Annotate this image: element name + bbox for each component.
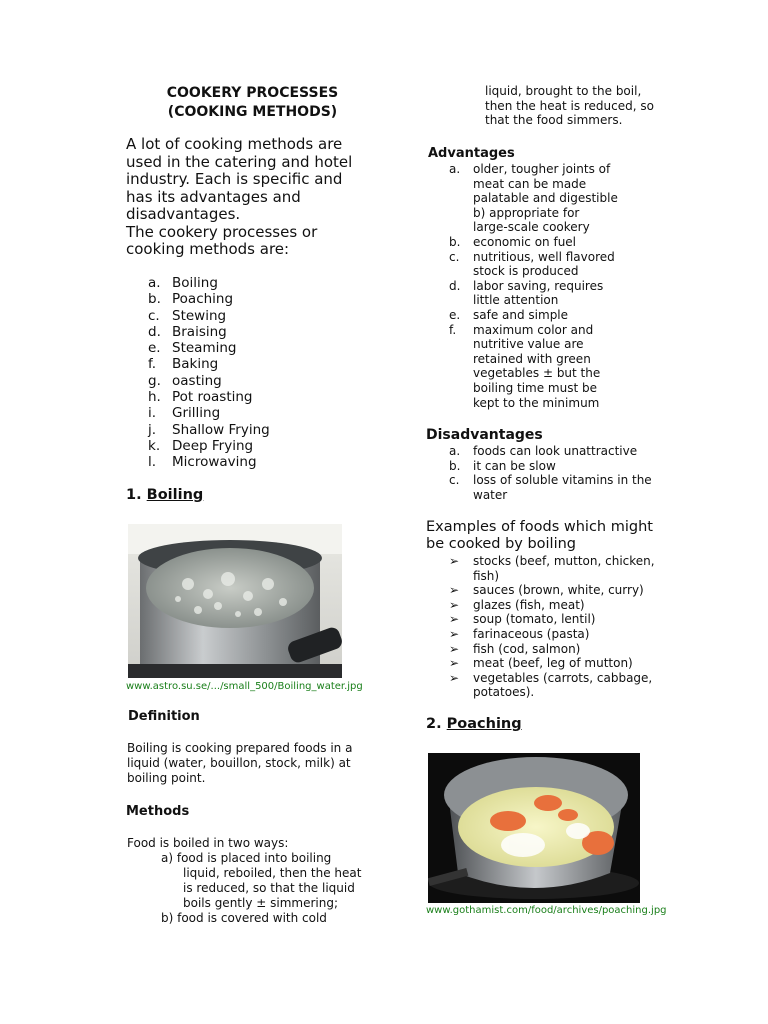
list-item: c. nutritious, well flavored stock is produced [449,249,615,279]
list-item: a. older, tougher joints of meat can be made palatable and digestible b) appropriate for large-scale cookery [449,162,618,235]
list-item: ➢ sauces (brown, white, curry) [449,583,644,598]
arrow-bullet-icon: ➢ [449,597,460,612]
section-number: 2. [426,716,442,732]
title-line-1: COOKERY PROCESSES [166,85,339,101]
boiling-water-photo [128,524,342,678]
list-item: f. Baking [148,356,219,373]
text-line: then the heat is reduced, so [485,98,654,113]
text-line: liquid (water, bouillon, stock, milk) at [127,756,351,770]
list-item: b. it can be slow [449,458,556,473]
arrow-bullet-icon: ➢ [449,612,460,627]
intro-line: The cookery processes or [126,222,318,241]
text-line: b) food is covered with cold [161,911,327,925]
intro-line: cooking methods are: [126,240,290,258]
arrow-bullet-icon: ➢ [449,641,460,656]
list-item: a. foods can look unattractive [449,444,638,458]
section-heading-boiling [126,487,203,503]
list-item: e. safe and simple [449,307,569,322]
list-item: b. Poaching [148,291,234,308]
section-heading-poaching [426,716,522,732]
text-line: Food is boiled in two ways: [127,836,289,850]
poaching-photo [428,753,640,903]
list-item: e. Steaming [148,340,237,357]
intro-line: industry. Each is specific and [126,170,343,188]
list-item: l. Microwaving [148,454,257,471]
section-title: Boiling [146,487,204,503]
list-item: h. Pot roasting [148,389,253,406]
image-caption: www.gothamist.com/food/archives/poaching.jpg [426,905,667,916]
text-line: Boiling is cooking prepared foods in a [127,741,353,755]
boiling-pot-illustration [128,524,342,678]
list-item: ➢ stocks (beef, mutton, chicken, fish) [449,554,655,583]
list-item: ➢ farinaceous (pasta) [449,626,590,641]
list-item: c. Stewing [148,307,227,324]
list-item: d. labor saving, requires little attention [449,278,604,308]
methods-heading: Methods [126,804,190,819]
intro-line: A lot of cooking methods are [126,135,343,153]
text-line: is reduced, so that the liquid [183,881,355,895]
list-item: ➢ fish (cod, salmon) [449,641,581,656]
list-item: b. economic on fuel [449,234,577,249]
arrow-bullet-icon: ➢ [449,583,460,598]
arrow-bullet-icon: ➢ [449,670,460,685]
text-line: liquid, reboiled, then the heat [183,866,362,880]
arrow-bullet-icon: ➢ [449,554,460,568]
intro-line: has its advantages and [126,187,301,206]
examples-list [449,554,679,700]
advantages-heading: Advantages [428,146,515,161]
disadvantages-heading: Disadvantages [426,427,543,443]
definition-text [127,741,387,786]
disadvantages-list [449,444,679,502]
intro-line: used in the catering and hotel [126,152,353,171]
list-item: g. oasting [148,372,222,389]
list-item: d. Braising [148,323,227,340]
text-line: boils gently ± simmering; [183,896,339,910]
list-item: f. maximum color and nutritive value are retained with green vegetables ± but the boiling time must be kept to the minimum [449,322,601,410]
list-item: ➢ soup (tomato, lentil) [449,612,596,627]
image-caption: www.astro.su.se/.../small_500/Boiling_water.jpg [126,681,363,692]
page-title [140,84,365,122]
list-item: i. Grilling [148,405,221,422]
intro-line: disadvantages. [126,205,241,223]
definition-heading: Definition [128,709,200,724]
cooking-methods-list [148,275,348,471]
text-line: boiling point. [127,771,206,785]
arrow-bullet-icon: ➢ [449,626,460,641]
arrow-bullet-icon: ➢ [449,656,460,671]
section-title: Poaching [446,716,522,732]
list-item: ➢ glazes (fish, meat) [449,597,585,612]
advantages-list [449,162,669,410]
text-line: be cooked by boiling [426,536,577,552]
text-line: liquid, brought to the boil, [485,84,642,98]
continued-text [485,84,715,128]
poaching-pan-illustration [428,753,640,903]
list-item: c. loss of soluble vitamins in the water [449,473,652,502]
text-line: a) food is placed into boiling [161,851,332,865]
section-number: 1. [126,487,142,503]
text-line: that the food simmers. [485,113,623,128]
examples-heading [426,519,706,553]
text-line: Examples of foods which might [426,519,653,535]
list-item: j. Shallow Frying [148,421,270,438]
title-line-2: (COOKING METHODS) [167,104,338,120]
methods-text [127,836,387,926]
intro-paragraph [126,136,386,259]
list-item: a. Boiling [148,275,218,291]
list-item: k. Deep Frying [148,437,254,454]
list-item: ➢ meat (beef, leg of mutton) [449,656,633,671]
list-item: ➢ vegetables (carrots, cabbage, potatoes). [449,670,653,700]
